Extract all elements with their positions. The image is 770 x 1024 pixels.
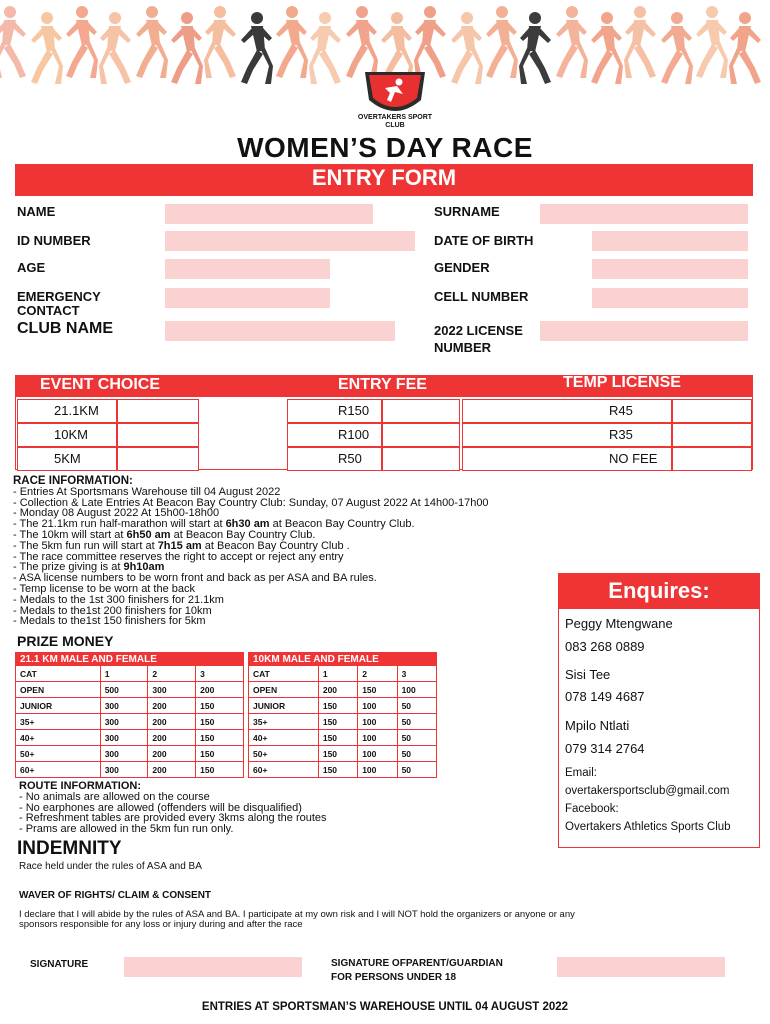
start-time-5km: 7h15 am xyxy=(157,539,202,552)
event-tick-box[interactable] xyxy=(382,423,460,447)
prize-row xyxy=(16,746,244,762)
license-label-line-2: NUMBER xyxy=(434,340,492,355)
prize-cell: 200 xyxy=(148,746,196,762)
prize-column-header: CAT xyxy=(249,666,319,682)
race-info-heading: RACE INFORMATION: xyxy=(13,475,133,487)
race-info-text: at Beacon Bay Country Club. xyxy=(170,528,316,541)
declaration-text xyxy=(19,910,759,930)
prize-cell: 40+ xyxy=(249,730,319,746)
emergency-label-line-2: CONTACT xyxy=(17,303,80,318)
race-information xyxy=(13,476,533,627)
prize-column-header: 3 xyxy=(397,666,436,682)
route-info-heading: ROUTE INFORMATION: xyxy=(19,780,142,792)
enquiries-heading: Enquires: xyxy=(558,573,760,609)
event-choice-header: EVENT CHOICE xyxy=(40,376,161,393)
prize-cell: 50 xyxy=(397,730,436,746)
license-label-line-1: 2022 LICENSE xyxy=(434,323,523,338)
prize-column-header: 1 xyxy=(318,666,357,682)
emergency-label-line-1: EMERGENCY xyxy=(17,289,101,304)
prize-table-10km xyxy=(248,652,437,778)
prize-row xyxy=(16,730,244,746)
prize-cell: 100 xyxy=(358,698,397,714)
prize-cell: 200 xyxy=(196,682,244,698)
prize-row xyxy=(16,698,244,714)
runner-silhouette xyxy=(169,10,203,86)
age-field[interactable] xyxy=(165,259,330,279)
page-title: WOMEN’S DAY RACE xyxy=(237,132,533,163)
prize-row xyxy=(16,714,244,730)
prize-row xyxy=(249,714,437,730)
entry-fee-header: ENTRY FEE xyxy=(338,376,427,393)
prize-cell: 60+ xyxy=(249,762,319,778)
prize-cell: JUNIOR xyxy=(249,698,319,714)
event-fee-cell: R150 xyxy=(287,399,382,423)
prize-cell: 35+ xyxy=(249,714,319,730)
prize-column-header-row xyxy=(16,666,244,682)
gender-field[interactable] xyxy=(592,259,748,279)
event-tick-box[interactable] xyxy=(672,447,752,471)
prize-cell: 100 xyxy=(358,730,397,746)
license-number-field[interactable] xyxy=(540,321,748,341)
race-info-line: - Medals to the 1st 300 finishers for 21.1km xyxy=(13,593,224,606)
contact-3-name: Mpilo Ntlati xyxy=(565,718,630,733)
prize-cell: 150 xyxy=(318,714,357,730)
prize-column-header: 3 xyxy=(196,666,244,682)
race-info-text: at Beacon Bay Country Club . xyxy=(201,539,350,552)
prize-cell: 150 xyxy=(196,698,244,714)
prize-row xyxy=(249,762,437,778)
runner-silhouette xyxy=(309,10,343,86)
logo-line-2: CLUB xyxy=(385,122,405,129)
prize-cell: OPEN xyxy=(249,682,319,698)
event-temp-cell: R45 xyxy=(462,399,672,423)
prize-row xyxy=(249,730,437,746)
event-tick-box[interactable] xyxy=(672,399,752,423)
emergency-contact-label xyxy=(17,290,101,318)
facebook-label: Facebook: xyxy=(565,803,619,815)
prize-row xyxy=(16,762,244,778)
event-fee-cell: R100 xyxy=(287,423,382,447)
runner-silhouette xyxy=(99,10,133,86)
event-temp-cell: NO FEE xyxy=(462,447,672,471)
dob-label: DATE OF BIRTH xyxy=(434,233,534,248)
footer-note: ENTRIES AT SPORTSMAN’S WAREHOUSE UNTIL 04 AUGUST 2022 xyxy=(201,1001,569,1013)
runner-silhouette xyxy=(64,4,98,80)
contact-2-name: Sisi Tee xyxy=(565,667,611,682)
event-event-cell: 5KM xyxy=(17,447,117,471)
prize-cell: 50+ xyxy=(249,746,319,762)
prize-row xyxy=(16,682,244,698)
prize-cell: 200 xyxy=(148,698,196,714)
prize-cell: 200 xyxy=(318,682,357,698)
event-tick-box[interactable] xyxy=(117,423,199,447)
indemnity-rules: Race held under the rules of ASA and BA xyxy=(19,861,202,872)
event-tick-box[interactable] xyxy=(382,399,460,423)
prize-cell: 100 xyxy=(358,762,397,778)
age-label: AGE xyxy=(17,260,46,275)
parent-label-line-2: FOR PERSONS UNDER 18 xyxy=(331,972,457,983)
prize-column-header: 2 xyxy=(358,666,397,682)
runner-silhouette xyxy=(589,10,623,86)
email-link[interactable]: overtakersportsclub@gmail.com xyxy=(565,785,730,797)
route-info-line: - No animals are allowed on the course xyxy=(19,790,210,803)
name-field[interactable] xyxy=(165,204,373,224)
runner-silhouette xyxy=(134,4,168,80)
event-tick-box[interactable] xyxy=(117,447,199,471)
prize-cell: 300 xyxy=(100,762,148,778)
prize-cell: 150 xyxy=(318,698,357,714)
surname-field[interactable] xyxy=(540,204,748,224)
prize-cell: 150 xyxy=(196,730,244,746)
race-info-line: - Medals to the1st 150 finishers for 5km xyxy=(13,615,206,628)
prize-column-header: 1 xyxy=(100,666,148,682)
prize-cell: 50 xyxy=(397,762,436,778)
temp-license-header: TEMP LICENSE xyxy=(563,374,681,391)
prize-column-header-row xyxy=(249,666,437,682)
gender-label: GENDER xyxy=(434,260,490,275)
license-number-label xyxy=(434,324,523,355)
prize-cell: 300 xyxy=(100,730,148,746)
prize-cell: OPEN xyxy=(16,682,101,698)
race-info-line: - Collection & Late Entries At Beacon Bay Country Club: Sunday, 07 August 2022 At 14h00-17h00 xyxy=(13,496,489,509)
route-information xyxy=(19,781,539,835)
event-event-cell: 21.1KM xyxy=(17,399,117,423)
race-info-text: - The prize giving is at xyxy=(13,561,124,574)
prize-cell: JUNIOR xyxy=(16,698,101,714)
prize-table-title: 21.1 KM MALE AND FEMALE xyxy=(16,653,244,666)
contact-2-phone[interactable]: 078 149 4687 xyxy=(565,689,645,704)
runner-silhouette xyxy=(694,4,728,80)
parent-label-line-1: SIGNATURE OFPARENT/GUARDIAN xyxy=(331,958,503,969)
prize-row xyxy=(249,698,437,714)
race-info-line: - Entries At Sportsmans Warehouse till 04 August 2022 xyxy=(13,485,281,498)
name-label: NAME xyxy=(17,204,56,219)
prize-row xyxy=(249,682,437,698)
prize-column-header: 2 xyxy=(148,666,196,682)
cell-number-label: CELL NUMBER xyxy=(434,289,529,304)
event-tick-box[interactable] xyxy=(117,399,199,423)
prize-cell: 300 xyxy=(100,746,148,762)
race-info-line: - Monday 08 August 2022 At 15h00-18h00 xyxy=(13,507,220,520)
event-tick-box[interactable] xyxy=(382,447,460,471)
prize-cell: 35+ xyxy=(16,714,101,730)
runner-silhouette xyxy=(274,4,308,80)
prize-cell: 150 xyxy=(196,746,244,762)
id-number-field[interactable] xyxy=(165,231,415,251)
runner-silhouette xyxy=(0,4,28,80)
runner-silhouette xyxy=(659,10,693,86)
prize-table-title: 10KM MALE AND FEMALE xyxy=(249,653,437,666)
logo-line-1: OVERTAKERS SPORT xyxy=(357,114,433,121)
race-info-text: - The 10km will start at xyxy=(13,528,127,541)
prize-money-heading: PRIZE MONEY xyxy=(17,633,114,649)
prize-cell: 60+ xyxy=(16,762,101,778)
parent-signature-field[interactable] xyxy=(557,957,725,977)
form-subtitle: ENTRY FORM xyxy=(15,164,753,196)
event-fee-cell: R50 xyxy=(287,447,382,471)
route-info-line: - Refreshment tables are provided every 3kms along the routes xyxy=(19,812,327,825)
race-info-line: - Temp license to be worn at the back xyxy=(13,582,196,595)
signature-label: SIGNATURE xyxy=(30,959,89,970)
race-info-text: - The 5km fun run will start at xyxy=(13,539,158,552)
club-name-label: CLUB NAME xyxy=(17,320,113,337)
email-label: Email: xyxy=(565,767,597,779)
prize-cell: 100 xyxy=(358,746,397,762)
prize-cell: 100 xyxy=(358,714,397,730)
prize-cell: 40+ xyxy=(16,730,101,746)
event-temp-cell: R35 xyxy=(462,423,672,447)
prize-cell: 150 xyxy=(196,714,244,730)
emergency-contact-field[interactable] xyxy=(165,288,330,308)
prize-table-21km xyxy=(15,652,244,778)
signature-field[interactable] xyxy=(124,957,302,977)
runner-silhouette xyxy=(624,4,658,80)
prize-cell: 150 xyxy=(318,762,357,778)
race-info-text: at Beacon Bay Country Club. xyxy=(269,518,415,531)
indemnity-heading: INDEMNITY xyxy=(17,838,122,859)
prize-cell: 50 xyxy=(397,698,436,714)
club-logo-text xyxy=(345,114,445,130)
race-info-line xyxy=(13,541,533,552)
runner-silhouette xyxy=(729,10,763,86)
surname-label: SURNAME xyxy=(434,204,500,219)
race-info-line: - Medals to the1st 200 finishers for 10km xyxy=(13,604,212,617)
declaration-line: I declare that I will abide by the rules of ASA and BA. I participate at my own risk and I will NOT hold the organizers or anyone or any xyxy=(19,909,575,920)
route-info-line: - No earphones are allowed (offenders will be disqualified) xyxy=(19,801,302,814)
id-number-label: ID NUMBER xyxy=(17,233,91,248)
prize-cell: 150 xyxy=(196,762,244,778)
race-info-text: - The 21.1km run half-marathon will start at xyxy=(13,518,226,531)
prize-cell: 300 xyxy=(100,698,148,714)
start-time-10km: 6h50 am xyxy=(126,528,171,541)
start-time-21km: 6h30 am xyxy=(225,518,270,531)
club-name-field[interactable] xyxy=(165,321,395,341)
prize-cell: 200 xyxy=(148,762,196,778)
prize-cell: 50 xyxy=(397,746,436,762)
contact-1-phone[interactable]: 083 268 0889 xyxy=(565,639,645,654)
prize-row xyxy=(249,746,437,762)
runner-silhouette xyxy=(204,4,238,80)
runner-silhouette xyxy=(519,10,553,86)
prize-cell: 50 xyxy=(397,714,436,730)
contact-3-phone[interactable]: 079 314 2764 xyxy=(565,741,645,756)
event-event-cell: 10KM xyxy=(17,423,117,447)
waiver-heading: WAVER OF RIGHTS/ CLAIM & CONSENT xyxy=(19,890,212,901)
prize-cell: 150 xyxy=(358,682,397,698)
dob-field[interactable] xyxy=(592,231,748,251)
contact-1-name: Peggy Mtengwane xyxy=(565,616,673,631)
prize-giving-time: 9h10am xyxy=(123,561,165,574)
event-tick-box[interactable] xyxy=(672,423,752,447)
prize-cell: 100 xyxy=(397,682,436,698)
route-info-line: - Prams are allowed in the 5km fun run only. xyxy=(19,823,234,836)
race-info-line: - ASA license numbers to be worn front and back as per ASA and BA rules. xyxy=(13,572,377,585)
cell-number-field[interactable] xyxy=(592,288,748,308)
runner-silhouette xyxy=(554,4,588,80)
prize-cell: 200 xyxy=(148,730,196,746)
prize-cell: 500 xyxy=(100,682,148,698)
runner-silhouette xyxy=(449,10,483,86)
prize-column-header: CAT xyxy=(16,666,101,682)
facebook-link[interactable]: Overtakers Athletics Sports Club xyxy=(565,821,731,833)
prize-cell: 150 xyxy=(318,730,357,746)
parent-signature-label xyxy=(331,957,503,985)
prize-cell: 200 xyxy=(148,714,196,730)
prize-cell: 300 xyxy=(100,714,148,730)
runner-silhouette xyxy=(484,4,518,80)
prize-cell: 150 xyxy=(318,746,357,762)
prize-cell: 50+ xyxy=(16,746,101,762)
runner-silhouette xyxy=(239,10,273,86)
prize-cell: 300 xyxy=(148,682,196,698)
runner-silhouette xyxy=(29,10,63,86)
race-info-line: - The race committee reserves the right to accept or reject any entry xyxy=(13,550,344,563)
declaration-line: sponsors responsible for any loss or injury during and after the race xyxy=(19,919,303,930)
